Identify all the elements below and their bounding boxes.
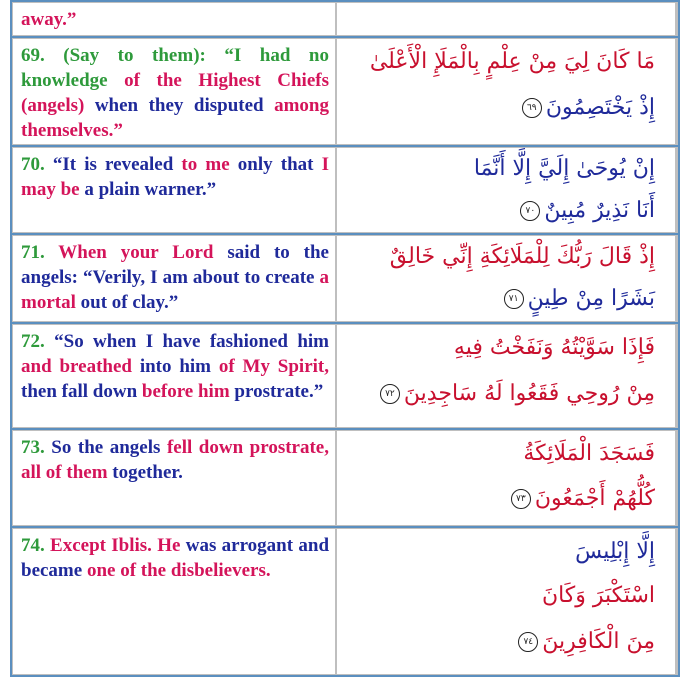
translation-segment: to me xyxy=(181,154,238,175)
arabic-verse-line xyxy=(520,198,655,223)
translation-segment: together. xyxy=(112,462,183,483)
arabic-verse-line xyxy=(575,539,655,564)
translation-segment: away.” xyxy=(21,9,77,30)
translation-segment: was arrogant and became xyxy=(21,535,330,581)
translation-segment: 69. (Say to them): “I had no knowledge xyxy=(21,45,329,91)
translation-segment: prostrate.” xyxy=(234,381,324,402)
arabic-text: إِذْ قَالَ رَبُّكَ لِلْمَلَائِكَةِ إِنِّي خَالِقٌ xyxy=(389,244,655,269)
translation-segment: a mortal xyxy=(21,267,329,313)
translation-segment: I may be xyxy=(21,154,329,200)
arabic-text: إِذْ يَخْتَصِمُونَ xyxy=(545,95,655,120)
translation-segment: 70. xyxy=(21,154,53,175)
verse-row xyxy=(12,38,678,145)
arabic-text: أَنَا نَذِيرٌ مُبِينٌ xyxy=(544,198,655,223)
arabic-text: مِنَ الْكَافِرِينَ xyxy=(542,629,655,654)
verse-row xyxy=(12,528,678,675)
translation-segment: and breathed xyxy=(21,356,140,377)
arabic-verse-line xyxy=(454,335,655,360)
translation-segment: out of clay.” xyxy=(80,292,179,313)
verse-row xyxy=(12,2,678,36)
english-translation-cell xyxy=(13,529,335,674)
verses-table xyxy=(10,0,680,677)
english-translation-cell xyxy=(13,148,335,232)
arabic-verse-line xyxy=(474,156,655,181)
translation-segment: When your Lord xyxy=(58,242,228,263)
translation-segment: of the Highest Chiefs (angels) xyxy=(21,70,329,116)
english-translation-cell xyxy=(13,3,335,35)
verse-row xyxy=(12,430,678,526)
verse-row xyxy=(12,147,678,233)
arabic-verse-line xyxy=(504,286,655,311)
arabic-text: إِلَّا إِبْلِيسَ xyxy=(575,539,655,564)
english-translation-cell xyxy=(13,39,335,144)
verse-number-marker: ٧٤ xyxy=(518,632,538,652)
verse-number-marker: ٧٢ xyxy=(380,384,400,404)
arabic-verse-line xyxy=(542,583,655,608)
verse-row xyxy=(12,235,678,322)
arabic-verse-cell xyxy=(337,148,675,232)
arabic-text: مِنْ رُوحِي فَقَعُوا لَهُ سَاجِدِينَ xyxy=(403,381,655,406)
arabic-verse-cell xyxy=(337,39,675,144)
arabic-text: فَإِذَا سَوَّيْتُهُ وَنَفَخْتُ فِيهِ xyxy=(453,335,655,360)
translation-segment: said to the angels: “Verily, I am about to create xyxy=(21,242,329,288)
arabic-text: مَا كَانَ لِيَ مِنْ عِلْمٍ بِالْمَلَإِ الْأَعْلَىٰ xyxy=(369,49,655,74)
translation-segment: “It is revealed xyxy=(52,154,182,175)
translation-segment: when they disputed xyxy=(94,95,275,116)
arabic-verse-line xyxy=(511,486,655,511)
arabic-verse-cell xyxy=(337,529,675,674)
arabic-verse-line xyxy=(370,49,655,74)
verse-number-marker: ٧١ xyxy=(504,289,524,309)
translation-segment: before him xyxy=(141,381,235,402)
arabic-verse-cell xyxy=(337,325,675,427)
translation-segment: only that xyxy=(237,154,322,175)
translation-segment: a plain warner.” xyxy=(84,179,217,200)
verse-number-marker: ٦٩ xyxy=(522,98,542,118)
arabic-text: بَشَرًا مِنْ طِينٍ xyxy=(527,286,655,311)
translation-segment: then fall down xyxy=(21,381,142,402)
english-translation-cell xyxy=(13,325,335,427)
verse-number-marker: ٧٠ xyxy=(520,201,540,221)
arabic-verse-line xyxy=(518,629,655,654)
arabic-verse-cell xyxy=(337,236,675,321)
translation-segment: 73. xyxy=(21,437,52,458)
translation-segment: So the angels xyxy=(51,437,167,458)
verse-number-marker: ٧٣ xyxy=(511,489,531,509)
translation-segment: into him xyxy=(139,356,219,377)
translation-segment: fell down prostrate, all of them xyxy=(21,437,329,483)
arabic-verse-line xyxy=(522,95,655,120)
arabic-verse-line xyxy=(523,441,655,466)
translation-segment: “So when I have fashioned him xyxy=(54,331,330,352)
arabic-verse-cell xyxy=(337,3,675,35)
arabic-text: اسْتَكْبَرَ وَكَانَ xyxy=(541,583,655,608)
translation-segment: of My Spirit, xyxy=(218,356,329,377)
translation-segment: 74. xyxy=(21,535,51,556)
arabic-text: إِنْ يُوحَىٰ إِلَيَّ إِلَّا أَنَّمَا xyxy=(473,156,655,181)
translation-segment: Except Iblis. He xyxy=(50,535,186,556)
arabic-text: فَسَجَدَ الْمَلَائِكَةُ xyxy=(523,441,655,466)
translation-segment: among themselves.” xyxy=(21,95,329,141)
english-translation-cell xyxy=(13,431,335,525)
translation-segment: one of the disbelievers. xyxy=(86,560,271,581)
translation-segment: 71. xyxy=(21,242,59,263)
arabic-verse-line xyxy=(390,244,655,269)
arabic-verse-cell xyxy=(337,431,675,525)
arabic-verse-line xyxy=(380,381,655,406)
arabic-text: كُلُّهُمْ أَجْمَعُونَ xyxy=(534,486,655,511)
verse-row xyxy=(12,324,678,428)
english-translation-cell xyxy=(13,236,335,321)
translation-segment: 72. xyxy=(21,331,55,352)
